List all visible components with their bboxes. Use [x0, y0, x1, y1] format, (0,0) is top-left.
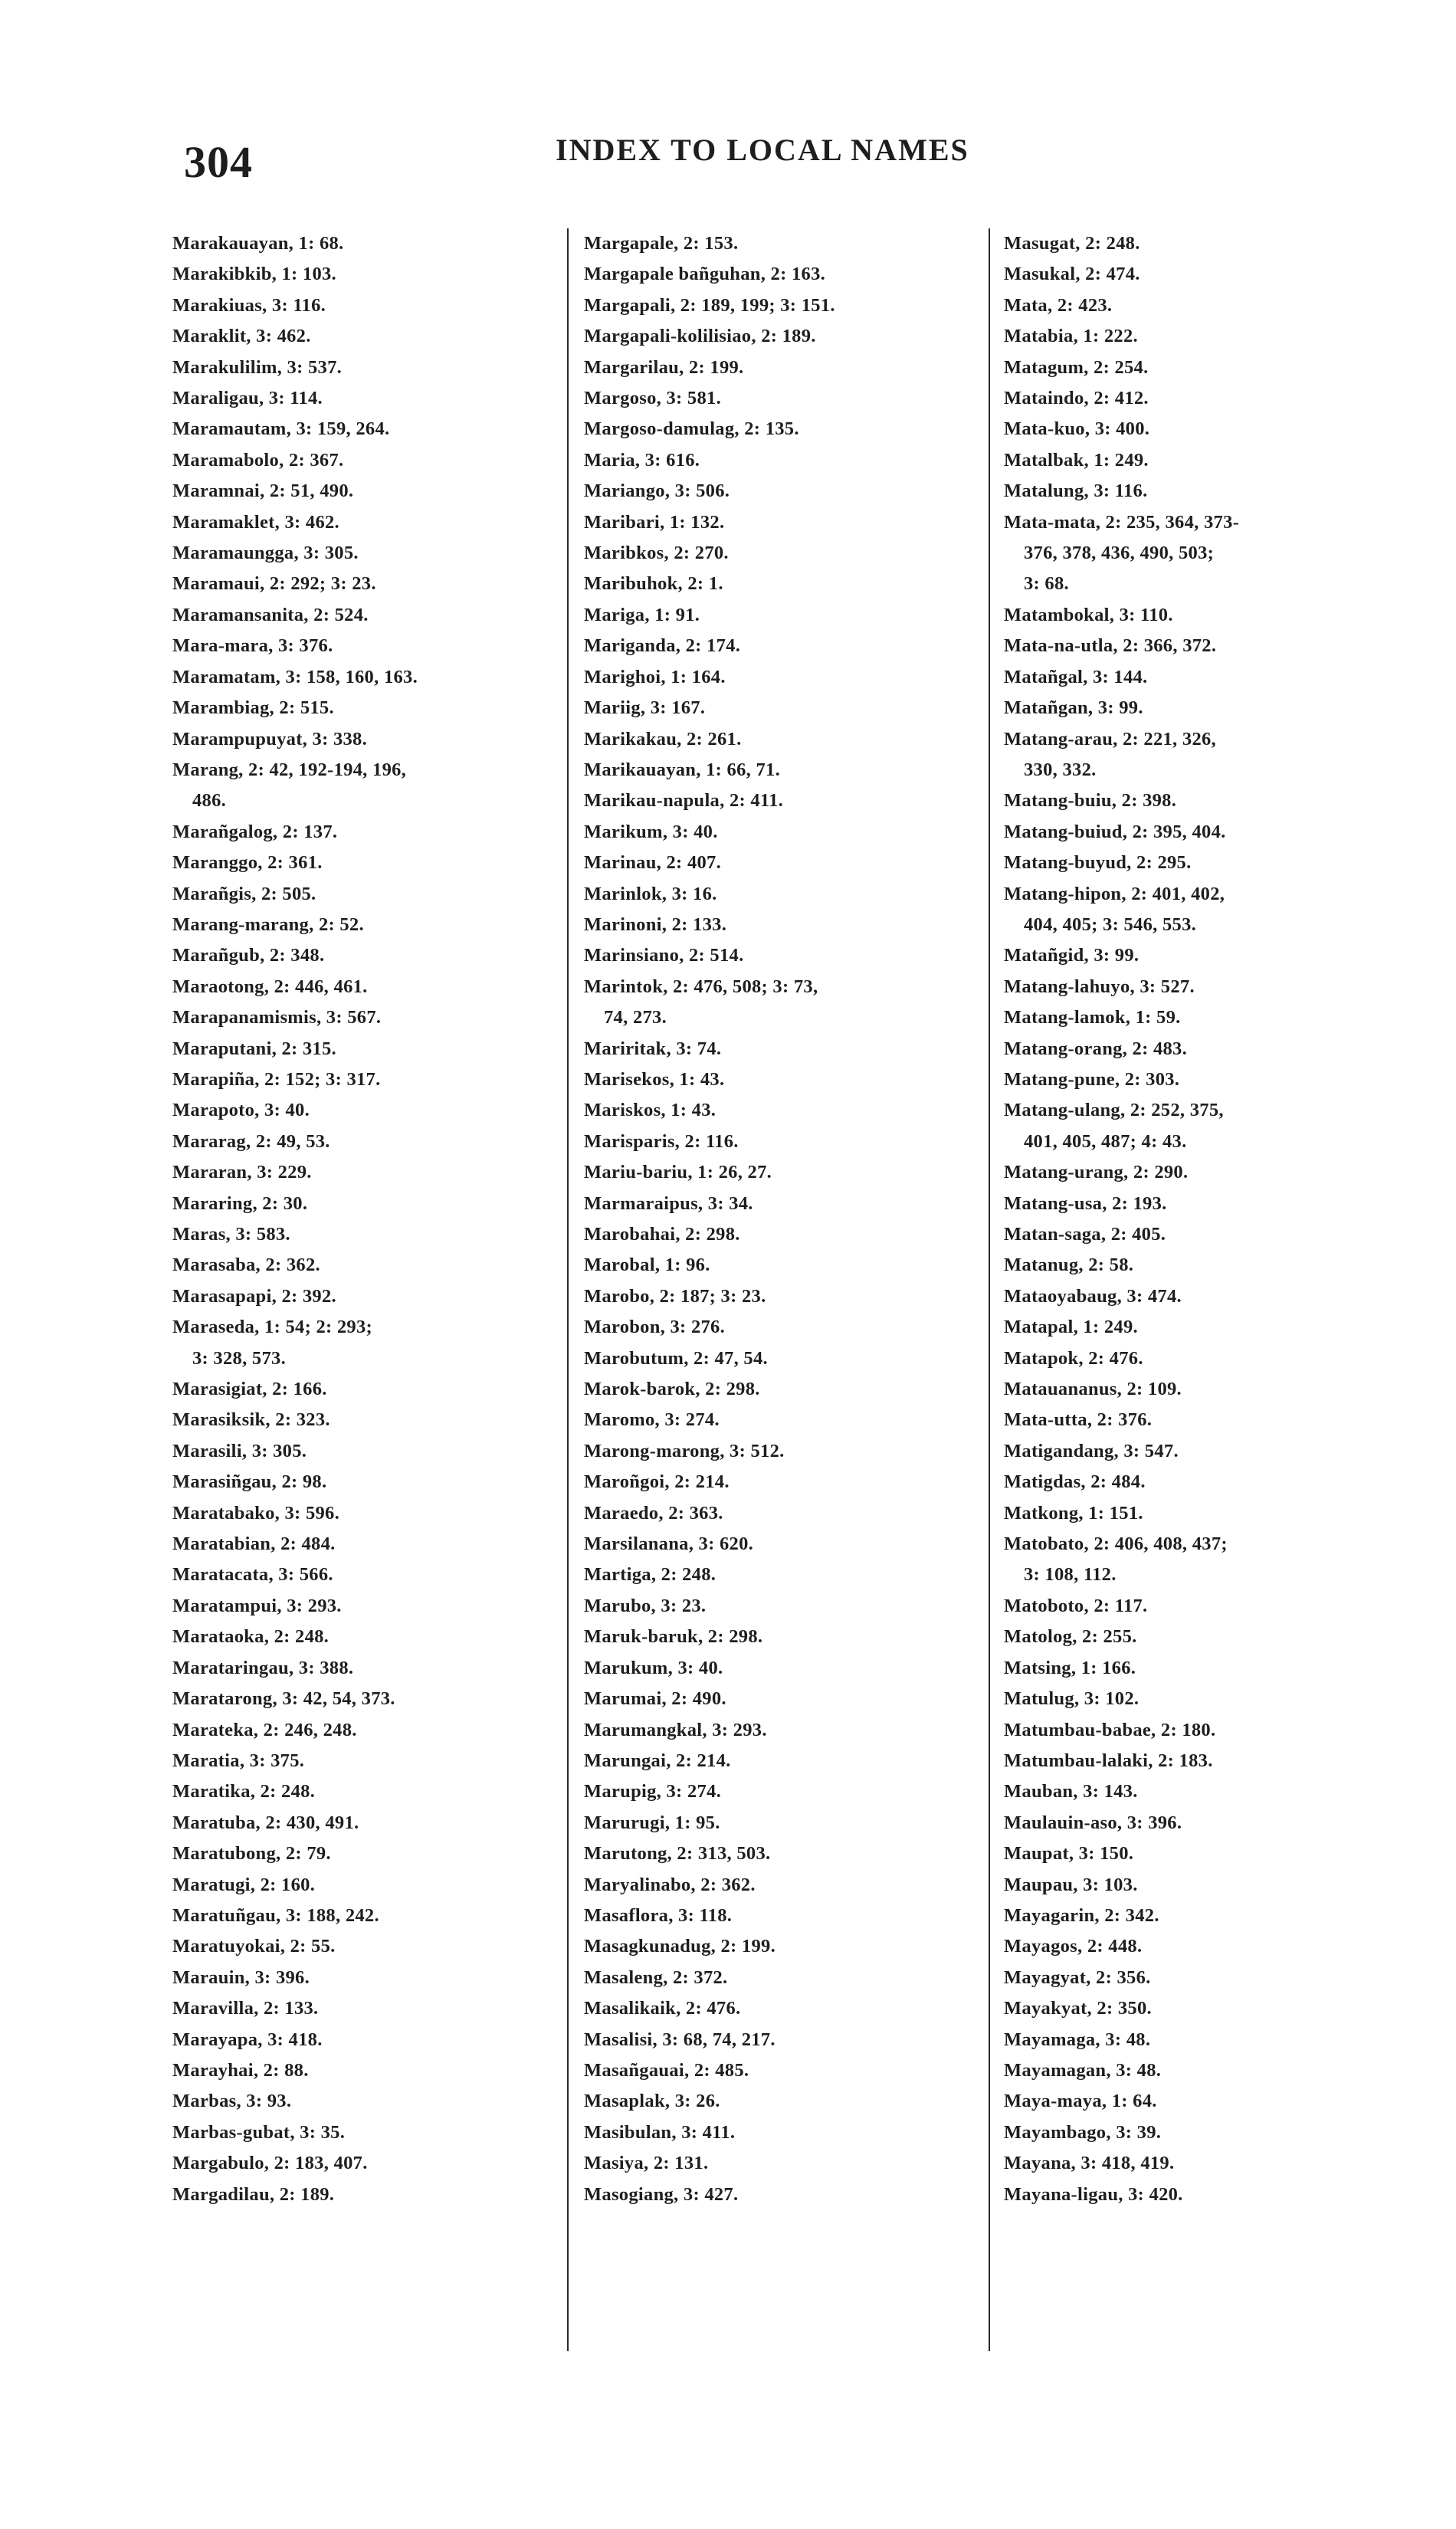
index-entry: Maratugi, 2: 160.	[172, 1874, 316, 1895]
index-entry: Maribkos, 2: 270.	[584, 543, 729, 564]
index-entry: Marakiuas, 3: 116.	[172, 294, 326, 316]
index-entry: Mariig, 3: 167.	[584, 697, 706, 719]
index-entry: Marataringau, 3: 388.	[172, 1657, 354, 1678]
index-entry: Marighoi, 1: 164.	[584, 666, 726, 687]
index-entry: Maramatam, 3: 158, 160, 163.	[172, 666, 418, 687]
index-entry: Margapali-kolilisiao, 2: 189.	[584, 326, 816, 347]
index-entry: Marataoka, 2: 248.	[172, 1626, 330, 1648]
index-column-1	[172, 228, 571, 2210]
index-entry: Marobon, 3: 276.	[584, 1317, 726, 1338]
index-entry: Marauin, 3: 396.	[172, 1966, 310, 1988]
index-entry: Maria, 3: 616.	[584, 449, 700, 471]
index-entry: Matigandang, 3: 547.	[1004, 1440, 1179, 1461]
index-entry: Matang-buiud, 2: 395, 404.	[1004, 821, 1226, 842]
index-entry: Marinau, 2: 407.	[584, 852, 722, 874]
index-entry: Maraputani, 2: 315.	[172, 1038, 336, 1059]
index-entry: Maratika, 2: 248.	[172, 1781, 316, 1802]
index-entry: Marikauayan, 1: 66, 71.	[584, 759, 780, 780]
index-entry: Marupig, 3: 274.	[584, 1781, 722, 1802]
index-entry: Maranggo, 2: 361.	[172, 852, 323, 874]
index-entry: 376, 378, 436, 490, 503;	[1024, 543, 1215, 564]
index-entry: Maraseda, 1: 54; 2: 293;	[172, 1317, 372, 1338]
index-entry: Maryalinabo, 2: 362.	[584, 1874, 756, 1895]
index-entry: Marukum, 3: 40.	[584, 1657, 723, 1678]
index-entry: Marakibkib, 1: 103.	[172, 264, 336, 285]
index-entry: Mayakyat, 2: 350.	[1004, 1998, 1152, 2019]
index-entry: Marobahai, 2: 298.	[584, 1224, 740, 1245]
index-entry: Matañgid, 3: 99.	[1004, 945, 1140, 966]
index-entry: Mararing, 2: 30.	[172, 1192, 308, 1214]
index-entry: Martiga, 2: 248.	[584, 1564, 717, 1586]
index-entry: Marungai, 2: 214.	[584, 1750, 731, 1771]
index-entry: Margarilau, 2: 199.	[584, 356, 744, 378]
index-entry: Maya-maya, 1: 64.	[1004, 2091, 1157, 2112]
index-entry: Marañgis, 2: 505.	[172, 883, 316, 904]
index-entry: Marapoto, 3: 40.	[172, 1100, 310, 1121]
index-entry: Mariango, 3: 506.	[584, 481, 730, 502]
index-entry: Marayapa, 3: 418.	[172, 2029, 323, 2050]
index-entry: Matang-ulang, 2: 252, 375,	[1004, 1100, 1224, 1121]
index-entry: Mataoyabaug, 3: 474.	[1004, 1285, 1182, 1307]
index-entry: Maribari, 1: 132.	[584, 511, 725, 533]
index-entry: Maupau, 3: 103.	[1004, 1874, 1138, 1895]
index-entry: Maramautam, 3: 159, 264.	[172, 418, 390, 440]
index-entry: Mata-kuo, 3: 400.	[1004, 418, 1150, 440]
index-entry: Marsilanana, 3: 620.	[584, 1533, 754, 1555]
index-entry: Mayamagan, 3: 48.	[1004, 2059, 1162, 2081]
index-entry: Marang, 2: 42, 192-194, 196,	[172, 759, 407, 780]
index-entry: Masukal, 2: 474.	[1004, 264, 1140, 285]
index-entry: Masogiang, 3: 427.	[584, 2183, 739, 2205]
index-entry: Matoboto, 2: 117.	[1004, 1595, 1148, 1616]
index-entry: Maratia, 3: 375.	[172, 1750, 305, 1771]
index-entry: Marumangkal, 3: 293.	[584, 1719, 767, 1740]
index-entry: 401, 405, 487; 4: 43.	[1024, 1130, 1187, 1152]
index-entry: Marang-marang, 2: 52.	[172, 914, 364, 935]
index-entry: Matulug, 3: 102.	[1004, 1688, 1140, 1710]
index-entry: Marubo, 3: 23.	[584, 1595, 707, 1616]
index-column-2	[584, 228, 990, 2210]
index-entry: Marobutum, 2: 47, 54.	[584, 1347, 768, 1369]
index-entry: Maramaklet, 3: 462.	[172, 511, 339, 533]
index-entry: Marong-marong, 3: 512.	[584, 1440, 785, 1461]
index-entry: Mata-na-utla, 2: 366, 372.	[1004, 635, 1217, 657]
index-entry: Marikum, 3: 40.	[584, 821, 718, 842]
index-entry: Matañgal, 3: 144.	[1004, 666, 1148, 687]
index-entry: Matang-hipon, 2: 401, 402,	[1004, 883, 1225, 904]
index-entry: Matañgan, 3: 99.	[1004, 697, 1143, 719]
index-entry: Matapal, 1: 249.	[1004, 1317, 1138, 1338]
index-entry: 3: 68.	[1024, 573, 1069, 595]
index-entry: Margapale bañguhan, 2: 163.	[584, 264, 826, 285]
index-entry: Matalung, 3: 116.	[1004, 481, 1148, 502]
index-entry: Maramaui, 2: 292; 3: 23.	[172, 573, 376, 595]
index-entry: Matambokal, 3: 110.	[1004, 604, 1173, 625]
index-entry: Margapali, 2: 189, 199; 3: 151.	[584, 294, 835, 316]
index-entry: Maratabako, 3: 596.	[172, 1502, 340, 1524]
index-entry: Marambiag, 2: 515.	[172, 697, 334, 719]
index-entry: Matang-buyud, 2: 295.	[1004, 852, 1192, 874]
index-entry: Mataindo, 2: 412.	[1004, 388, 1149, 409]
index-entry: Mayambago, 3: 39.	[1004, 2121, 1162, 2143]
index-entry: Masaleng, 2: 372.	[584, 1966, 728, 1988]
index-entry: Maratuyokai, 2: 55.	[172, 1936, 336, 1957]
index-entry: Marbas, 3: 93.	[172, 2091, 292, 2112]
index-entry: Maras, 3: 583.	[172, 1224, 290, 1245]
index-entry: Matsing, 1: 166.	[1004, 1657, 1136, 1678]
index-entry: Maromo, 3: 274.	[584, 1409, 720, 1431]
index-entry: Mayana, 3: 418, 419.	[1004, 2153, 1175, 2174]
index-entry: Matang-lamok, 1: 59.	[1004, 1007, 1181, 1028]
index-entry: Mayagos, 2: 448.	[1004, 1936, 1143, 1957]
index-entry: Maraligau, 3: 114.	[172, 388, 323, 409]
index-entry: Maruk-baruk, 2: 298.	[584, 1626, 763, 1648]
index-entry: Mayagarin, 2: 342.	[1004, 1904, 1159, 1926]
index-entry: Matang-urang, 2: 290.	[1004, 1162, 1189, 1183]
index-entry: Mararan, 3: 229.	[172, 1162, 312, 1183]
index-entry: Marasigiat, 2: 166.	[172, 1379, 327, 1400]
index-entry: 3: 328, 573.	[192, 1347, 287, 1369]
index-entry: Marisekos, 1: 43.	[584, 1068, 725, 1090]
index-entry: Maratacata, 3: 566.	[172, 1564, 333, 1586]
index-entry: Mayana-ligau, 3: 420.	[1004, 2183, 1183, 2205]
index-entry: Marasili, 3: 305.	[172, 1440, 307, 1461]
index-entry: Marakulilim, 3: 537.	[172, 356, 343, 378]
index-entry: Marateka, 2: 246, 248.	[172, 1719, 357, 1740]
index-entry: Mariga, 1: 91.	[584, 604, 700, 625]
index-entry: Matumbau-babae, 2: 180.	[1004, 1719, 1216, 1740]
index-entry: Mata-mata, 2: 235, 364, 373-	[1004, 511, 1240, 533]
index-entry: Maravilla, 2: 133.	[172, 1998, 319, 2019]
index-entry: Matang-usa, 2: 193.	[1004, 1192, 1167, 1214]
index-entry: Masaplak, 3: 26.	[584, 2091, 720, 2112]
index-entry: Masalisi, 3: 68, 74, 217.	[584, 2029, 776, 2050]
index-entry: Matabia, 1: 222.	[1004, 326, 1138, 347]
index-entry: 330, 332.	[1024, 759, 1097, 780]
index-entry: Maratubong, 2: 79.	[172, 1843, 331, 1865]
index-entry: Marikau-napula, 2: 411.	[584, 790, 784, 812]
index-entry: Maratampui, 3: 293.	[172, 1595, 342, 1616]
index-entry: Marmaraipus, 3: 34.	[584, 1192, 753, 1214]
index-entry: Matanug, 2: 58.	[1004, 1255, 1134, 1276]
index-entry: Maraklit, 3: 462.	[172, 326, 311, 347]
index-entry: Mariganda, 2: 174.	[584, 635, 741, 657]
index-entry: Mariritak, 3: 74.	[584, 1038, 722, 1059]
index-entry: Marañgalog, 2: 137.	[172, 821, 338, 842]
index-entry: 404, 405; 3: 546, 553.	[1024, 914, 1197, 935]
index-entry: Maramaungga, 3: 305.	[172, 543, 359, 564]
index-entry: Margoso-damulag, 2: 135.	[584, 418, 799, 440]
index-entry: Marañgub, 2: 348.	[172, 945, 325, 966]
index-entry: 3: 108, 112.	[1024, 1564, 1117, 1586]
index-entry: Matkong, 1: 151.	[1004, 1502, 1143, 1524]
index-entry: Maulauin-aso, 3: 396.	[1004, 1812, 1182, 1833]
index-entry: Matang-buiu, 2: 398.	[1004, 790, 1177, 812]
index-entry: Marutong, 2: 313, 503.	[584, 1843, 771, 1865]
index-entry: Maratuñgau, 3: 188, 242.	[172, 1904, 379, 1926]
index-entry: Marasiksik, 2: 323.	[172, 1409, 330, 1431]
index-entry: Maratabian, 2: 484.	[172, 1533, 336, 1555]
index-entry: Matolog, 2: 255.	[1004, 1626, 1137, 1648]
index-entry: Matumbau-lalaki, 2: 183.	[1004, 1750, 1213, 1771]
index-entry: Marbas-gubat, 3: 35.	[172, 2121, 346, 2143]
index-entry: Masibulan, 3: 411.	[584, 2121, 736, 2143]
index-entry: 486.	[192, 790, 227, 812]
index-entry: Matigdas, 2: 484.	[1004, 1471, 1146, 1493]
index-entry: Margoso, 3: 581.	[584, 388, 721, 409]
index-entry: Marayhai, 2: 88.	[172, 2059, 309, 2081]
index-entry: Masiya, 2: 131.	[584, 2153, 709, 2174]
index-entry: Marobo, 2: 187; 3: 23.	[584, 1285, 766, 1307]
index-entry: Marasaba, 2: 362.	[172, 1255, 320, 1276]
index-entry: Matang-orang, 2: 483.	[1004, 1038, 1188, 1059]
running-head-title: INDEX TO LOCAL NAMES	[556, 133, 969, 167]
index-entry: Masugat, 2: 248.	[1004, 233, 1140, 254]
index-entry: Matagum, 2: 254.	[1004, 356, 1149, 378]
index-entry: Marurugi, 1: 95.	[584, 1812, 720, 1833]
index-entry: Marakauayan, 1: 68.	[172, 233, 344, 254]
index-entry: Mayagyat, 2: 356.	[1004, 1966, 1151, 1988]
index-entry: Matan-saga, 2: 405.	[1004, 1224, 1166, 1245]
index-entry: Matang-arau, 2: 221, 326,	[1004, 728, 1216, 750]
index-entry: Matauananus, 2: 109.	[1004, 1379, 1182, 1400]
index-entry: Marinsiano, 2: 514.	[584, 945, 744, 966]
index-entry: Matalbak, 1: 249.	[1004, 449, 1149, 471]
index-entry: Marampupuyat, 3: 338.	[172, 728, 368, 750]
index-entry: Maratarong, 3: 42, 54, 373.	[172, 1688, 395, 1710]
index-entry: Marapanamismis, 3: 567.	[172, 1007, 382, 1028]
index-entry: Marapiña, 2: 152; 3: 317.	[172, 1068, 381, 1090]
index-entry: Margadilau, 2: 189.	[172, 2183, 335, 2205]
index-entry: Maraedo, 2: 363.	[584, 1502, 723, 1524]
index-entry: Mauban, 3: 143.	[1004, 1781, 1138, 1802]
index-column-3	[1004, 228, 1418, 2210]
index-entry: Maroñgoi, 2: 214.	[584, 1471, 730, 1493]
index-entry: Mararag, 2: 49, 53.	[172, 1130, 330, 1152]
index-entry: Masalikaik, 2: 476.	[584, 1998, 741, 2019]
index-entry: Mata, 2: 423.	[1004, 294, 1113, 316]
index-entry: Marobal, 1: 96.	[584, 1255, 710, 1276]
index-entry: Marinoni, 2: 133.	[584, 914, 727, 935]
index-entry: Masaflora, 3: 118.	[584, 1904, 733, 1926]
index-entry: Maramansanita, 2: 524.	[172, 604, 369, 625]
index-entry: Mara-mara, 3: 376.	[172, 635, 333, 657]
index-entry: Maraotong, 2: 446, 461.	[172, 976, 368, 997]
index-entry: 74, 273.	[604, 1007, 667, 1028]
index-entry: Marinlok, 3: 16.	[584, 883, 717, 904]
index-entry: Masañgauai, 2: 485.	[584, 2059, 749, 2081]
index-entry: Matobato, 2: 406, 408, 437;	[1004, 1533, 1228, 1555]
index-entry: Marikakau, 2: 261.	[584, 728, 742, 750]
index-entry: Marok-barok, 2: 298.	[584, 1379, 760, 1400]
index-entry: Masagkunadug, 2: 199.	[584, 1936, 776, 1957]
index-entry: Marisparis, 2: 116.	[584, 1130, 739, 1152]
index-entry: Mata-utta, 2: 376.	[1004, 1409, 1153, 1431]
index-entry: Margapale, 2: 153.	[584, 233, 739, 254]
index-entry: Maramnai, 2: 51, 490.	[172, 481, 354, 502]
index-entry: Matang-pune, 2: 303.	[1004, 1068, 1180, 1090]
index-entry: Marasiñgau, 2: 98.	[172, 1471, 327, 1493]
index-entry: Marumai, 2: 490.	[584, 1688, 726, 1710]
page-number: 304	[184, 137, 253, 187]
index-entry: Margabulo, 2: 183, 407.	[172, 2153, 368, 2174]
index-entry: Mariu-bariu, 1: 26, 27.	[584, 1162, 772, 1183]
index-entry: Maratuba, 2: 430, 491.	[172, 1812, 359, 1833]
index-entry: Marasapapi, 2: 392.	[172, 1285, 336, 1307]
index-entry: Maupat, 3: 150.	[1004, 1843, 1134, 1865]
index-entry: Maramabolo, 2: 367.	[172, 449, 344, 471]
index-entry: Matang-lahuyo, 3: 527.	[1004, 976, 1195, 997]
index-entry: Mariskos, 1: 43.	[584, 1100, 717, 1121]
index-entry: Mayamaga, 3: 48.	[1004, 2029, 1151, 2050]
index-entry: Matapok, 2: 476.	[1004, 1347, 1143, 1369]
index-entry: Maribuhok, 2: 1.	[584, 573, 723, 595]
index-entry: Marintok, 2: 476, 508; 3: 73,	[584, 976, 818, 997]
